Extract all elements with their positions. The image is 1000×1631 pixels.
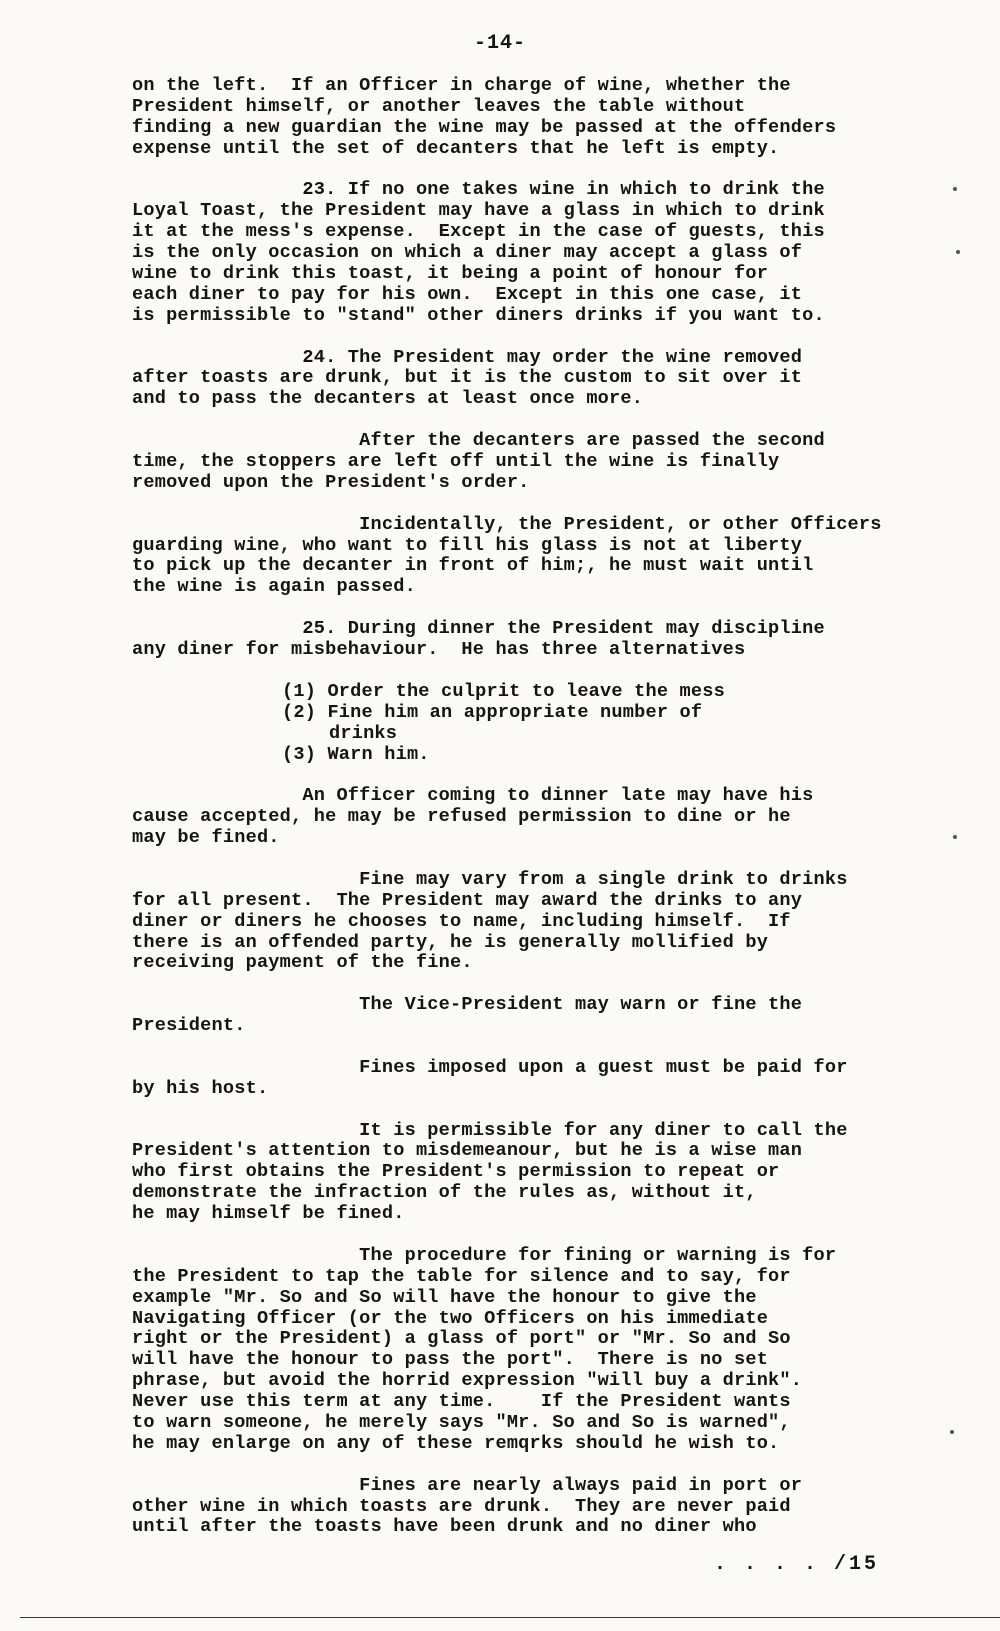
text-line: by his host. [132, 1077, 269, 1099]
page-number: -14- [473, 32, 526, 55]
paragraph-guest [132, 1058, 932, 1100]
text-line: The procedure for fining or warning is for [132, 1244, 837, 1266]
paragraph-gap [132, 1225, 932, 1246]
text-line: after toasts are drunk, but it is the custom to sit over it [132, 367, 803, 389]
text-line: President. [132, 1015, 246, 1037]
alternative-text: Warn him. [327, 743, 430, 765]
text-line: demonstrate the infraction of the rules as, without it, [132, 1182, 757, 1204]
paragraph-port [132, 1476, 932, 1539]
text-line: time, the stoppers are left off until the wine is finally [132, 451, 780, 473]
paragraph-gap [132, 410, 932, 431]
text-line: the wine is again passed. [132, 576, 416, 598]
paragraph-p24b [132, 431, 932, 494]
text-line: It is permissible for any diner to call the [132, 1119, 848, 1141]
text-line: to warn someone, he merely says "Mr. So and So is warned", [132, 1412, 791, 1433]
alternative-row [282, 682, 932, 703]
text-line: phrase, but avoid the horrid expression "will buy a drink". [132, 1370, 803, 1392]
paragraph-p0 [132, 76, 932, 160]
paragraph-p25 [132, 619, 932, 661]
text-line: diner or diners he chooses to name, including himself. If [132, 910, 791, 932]
paragraph-gap [132, 1455, 932, 1476]
text-line: expense until the set of decanters that he left is empty. [132, 137, 780, 159]
text-line: and to pass the decanters at least once more. [132, 388, 644, 410]
catchword: . . . . /15 [714, 1553, 880, 1576]
paragraph-gap [132, 494, 932, 515]
text-line: is the only occasion on which a diner may accept a glass of [132, 242, 803, 264]
paragraph-gap [132, 849, 932, 870]
paragraph-p24 [132, 348, 932, 411]
alternative-row [282, 703, 932, 724]
paragraph-gap [132, 661, 932, 682]
text-line: President's attention to misdemeanour, but he is a wise man [132, 1140, 803, 1162]
text-line: any diner for misbehaviour. He has three alternatives [132, 639, 746, 661]
scan-speck [953, 187, 957, 191]
text-line: 25. During dinner the President may discipline [132, 618, 825, 640]
text-line: guarding wine, who want to fill his glass is not at liberty [132, 534, 803, 556]
text-line: wine to drink this toast, it being a point of honour for [132, 263, 769, 285]
text-line: he may enlarge on any of these remqrks should he wish to. [132, 1432, 780, 1454]
paragraph-p23 [132, 180, 932, 326]
text-line: example "Mr. So and So will have the honour to give the [132, 1286, 757, 1308]
alternative-item [282, 682, 932, 703]
alternative-number: (2) [282, 701, 317, 723]
document-body [132, 76, 932, 1538]
text-line: the President to tap the table for silence and to say, for [132, 1265, 791, 1287]
text-line: Fine may vary from a single drink to drinks [132, 868, 848, 890]
paragraph-gap [132, 327, 932, 348]
alternatives-list [132, 682, 932, 766]
paragraph-gap [132, 765, 932, 786]
alternative-text: Order the culprit to leave the mess [327, 680, 725, 702]
alternative-number: (1) [282, 680, 317, 702]
text-line: on the left. If an Officer in charge of wine, whether the [132, 75, 791, 96]
bottom-rule [20, 1617, 1000, 1618]
text-line: he may himself be fined. [132, 1203, 405, 1225]
text-line: Fines imposed upon a guest must be paid for [132, 1056, 848, 1078]
paragraph-gap [132, 598, 932, 619]
text-line: right or the President) a glass of port" or "Mr. So and So [132, 1328, 791, 1350]
paragraph-proc [132, 1246, 932, 1455]
text-line: 24. The President may order the wine removed [132, 346, 803, 368]
text-line: Never use this term at any time. If the President wants [132, 1391, 791, 1413]
text-line: until after the toasts have been drunk and no diner who [132, 1516, 757, 1538]
paragraph-gap [132, 1037, 932, 1058]
paragraph-fine [132, 870, 932, 974]
text-line: for all present. The President may award the drinks to any [132, 889, 803, 911]
paragraph-perm [132, 1121, 932, 1225]
text-line: other wine in which toasts are drunk. They are never paid [132, 1495, 791, 1517]
alternative-text: drinks [329, 722, 398, 744]
alternative-text: Fine him an appropriate number of [327, 701, 703, 723]
paragraph-vice [132, 995, 932, 1037]
text-line: may be fined. [132, 827, 280, 849]
paragraph-gap [132, 974, 932, 995]
alternative-number: (3) [282, 743, 317, 765]
text-line: After the decanters are passed the second [132, 430, 825, 452]
text-line: 23. If no one takes wine in which to drink the [132, 179, 825, 201]
text-line: The Vice-President may warn or fine the [132, 994, 803, 1016]
paragraph-gap [132, 1100, 932, 1121]
scan-speck [953, 835, 957, 839]
scan-speck [950, 1430, 954, 1434]
paragraph-p24c [132, 515, 932, 599]
text-line: finding a new guardian the wine may be passed at the offenders [132, 116, 837, 138]
text-line: cause accepted, he may be refused permission to dine or he [132, 806, 791, 828]
text-line: is permissible to "stand" other diners drinks if you want to. [132, 304, 825, 326]
paragraph-late [132, 786, 932, 849]
alternative-item [282, 703, 932, 745]
text-line: Fines are nearly always paid in port or [132, 1474, 803, 1496]
text-line: will have the honour to pass the port". There is no set [132, 1349, 769, 1371]
text-line: Incidentally, the President, or other Officers [132, 513, 882, 535]
text-line: President himself, or another leaves the table without [132, 95, 746, 117]
text-line: there is an offended party, he is generally mollified by [132, 931, 769, 953]
text-line: receiving payment of the fine. [132, 952, 473, 974]
text-line: An Officer coming to dinner late may have his [132, 785, 814, 807]
text-line: Navigating Officer (or the two Officers on his immediate [132, 1307, 769, 1329]
alternative-item [282, 745, 932, 766]
paragraph-gap [132, 160, 932, 181]
text-line: Loyal Toast, the President may have a glass in which to drink [132, 200, 825, 222]
text-line: removed upon the President's order. [132, 471, 530, 493]
text-line: who first obtains the President's permission to repeat or [132, 1161, 780, 1183]
scan-speck [956, 250, 960, 254]
text-line: it at the mess's expense. Except in the case of guests, this [132, 221, 825, 243]
alternative-row [282, 745, 932, 766]
text-line: to pick up the decanter in front of him;, he must wait until [132, 555, 814, 577]
text-line: each diner to pay for his own. Except in this one case, it [132, 283, 803, 305]
